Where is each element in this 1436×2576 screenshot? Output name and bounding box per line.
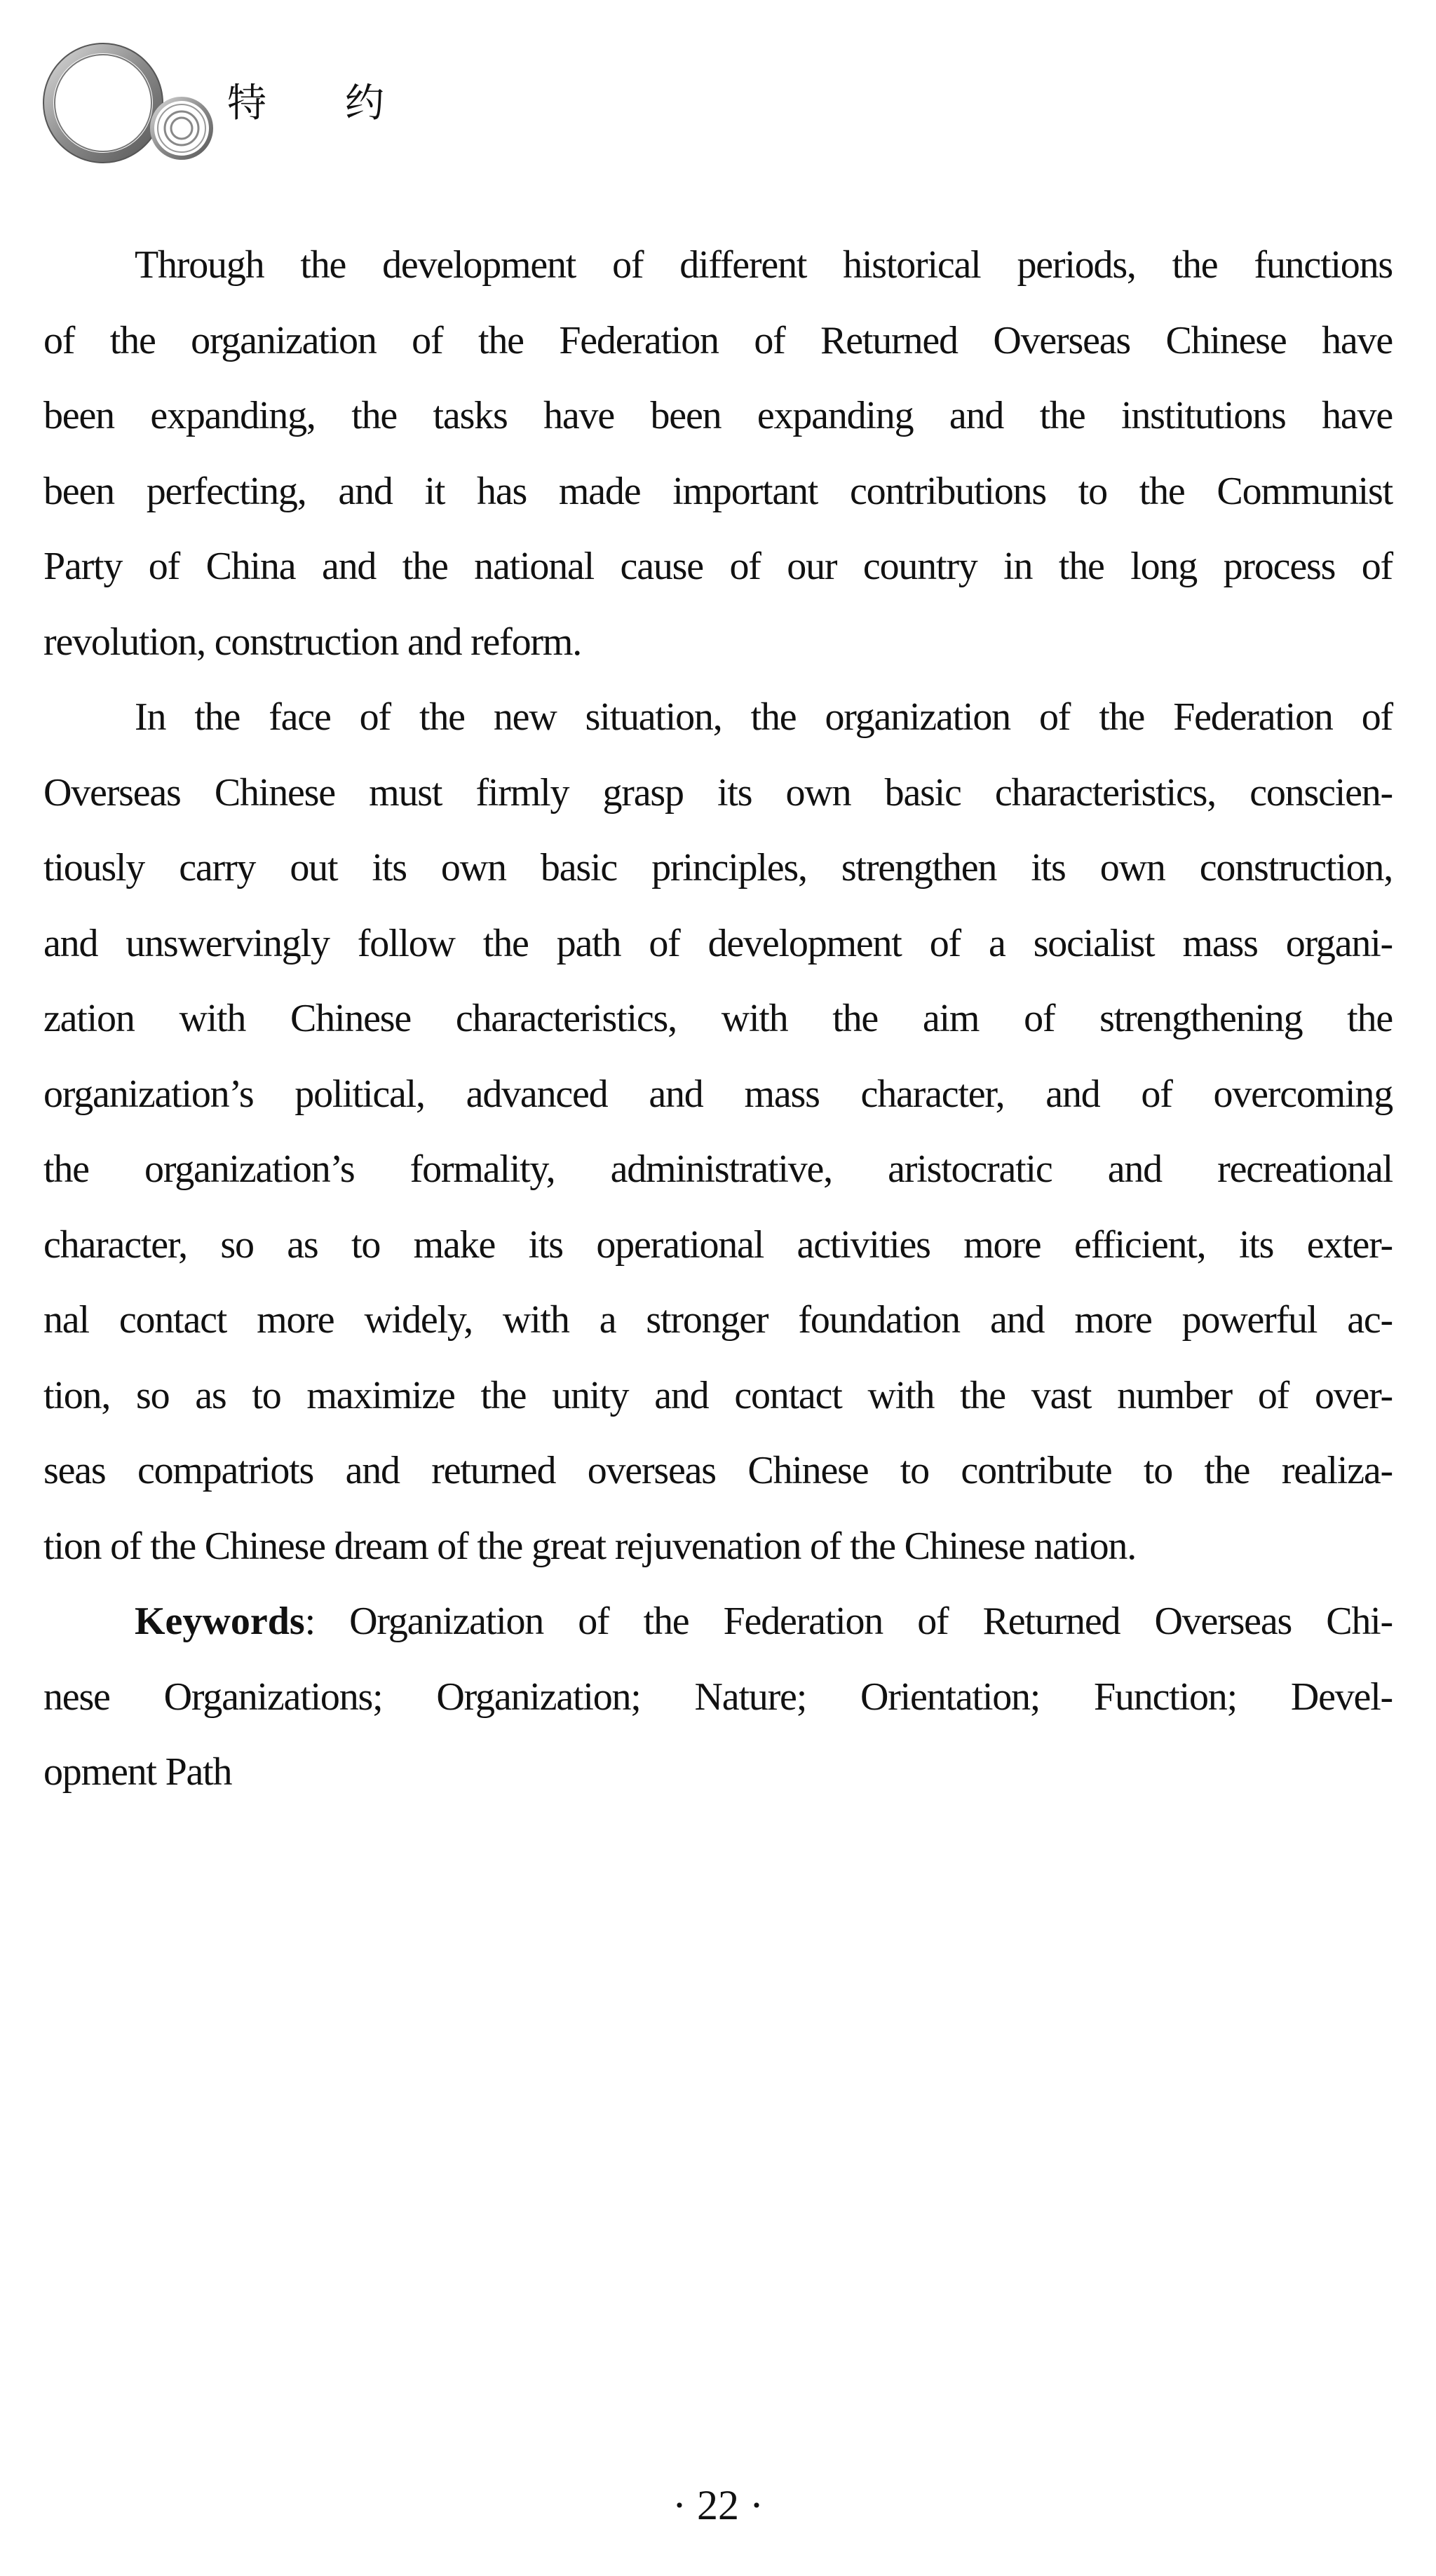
text-line: tion, so as to maximize the unity and contact with the vast number of over- — [43, 1373, 1393, 1417]
text-line: and unswervingly follow the path of development of a socialist mass organi- — [43, 921, 1393, 965]
text-line: Overseas Chinese must firmly grasp its own basic characteristics, conscien- — [43, 770, 1393, 815]
page-number: · 22 · — [672, 2482, 764, 2528]
keywords-separator: : — [304, 1600, 316, 1643]
keywords-line: nese Organizations; Organization; Nature; Orientation; Function; Devel- — [43, 1675, 1393, 1719]
text-line: tiously carry out its own basic principles, strengthen its own construction, — [43, 846, 1393, 890]
paragraph-1 — [43, 228, 1393, 680]
text-line: seas compatriots and returned overseas Chinese to contribute to the realiza- — [43, 1449, 1393, 1492]
text-line: the organization’s formality, administrative, aristocratic and recreational — [43, 1147, 1393, 1191]
section-title — [227, 76, 384, 125]
abstract-body — [43, 228, 1393, 1811]
keywords-line: opment Path — [43, 1750, 232, 1794]
text-line: revolution, construction and reform. — [43, 620, 582, 664]
section-title-char-2: 约 — [345, 81, 384, 126]
keywords-text: Organization of the Federation of Returned Overseas Chi- — [315, 1600, 1393, 1643]
text-line: zation with Chinese characteristics, with the aim of strengthening the — [43, 997, 1393, 1040]
paragraph-2 — [43, 680, 1393, 1584]
text-line: Through the development of different historical periods, the functions — [135, 243, 1393, 287]
section-title-char-1: 特 — [227, 81, 266, 126]
keywords-block — [43, 1584, 1393, 1811]
text-line: tion of the Chinese dream of the great rejuvenation of the Chinese nation. — [43, 1524, 1137, 1568]
text-line: nal contact more widely, with a stronger foundation and more powerful ac- — [43, 1298, 1393, 1342]
page-header — [0, 0, 1436, 182]
keywords-label: Keywords — [135, 1600, 305, 1643]
text-line: character, so as to make its operational activities more efficient, its exter- — [43, 1222, 1393, 1267]
text-line: been perfecting, and it has made important contributions to the Communist — [43, 469, 1393, 513]
double-ring-logo-icon — [39, 39, 221, 172]
keywords-line — [43, 1584, 1393, 1660]
text-line: of the organization of the Federation of Returned Overseas Chinese have — [43, 318, 1393, 362]
text-line: Party of China and the national cause of our country in the long process of — [43, 545, 1393, 588]
text-line: In the face of the new situation, the organization of the Federation of — [135, 695, 1393, 739]
text-line: been expanding, the tasks have been expanding and the institutions have — [43, 394, 1393, 437]
text-line: organization’s political, advanced and mass character, and of overcoming — [43, 1072, 1393, 1116]
